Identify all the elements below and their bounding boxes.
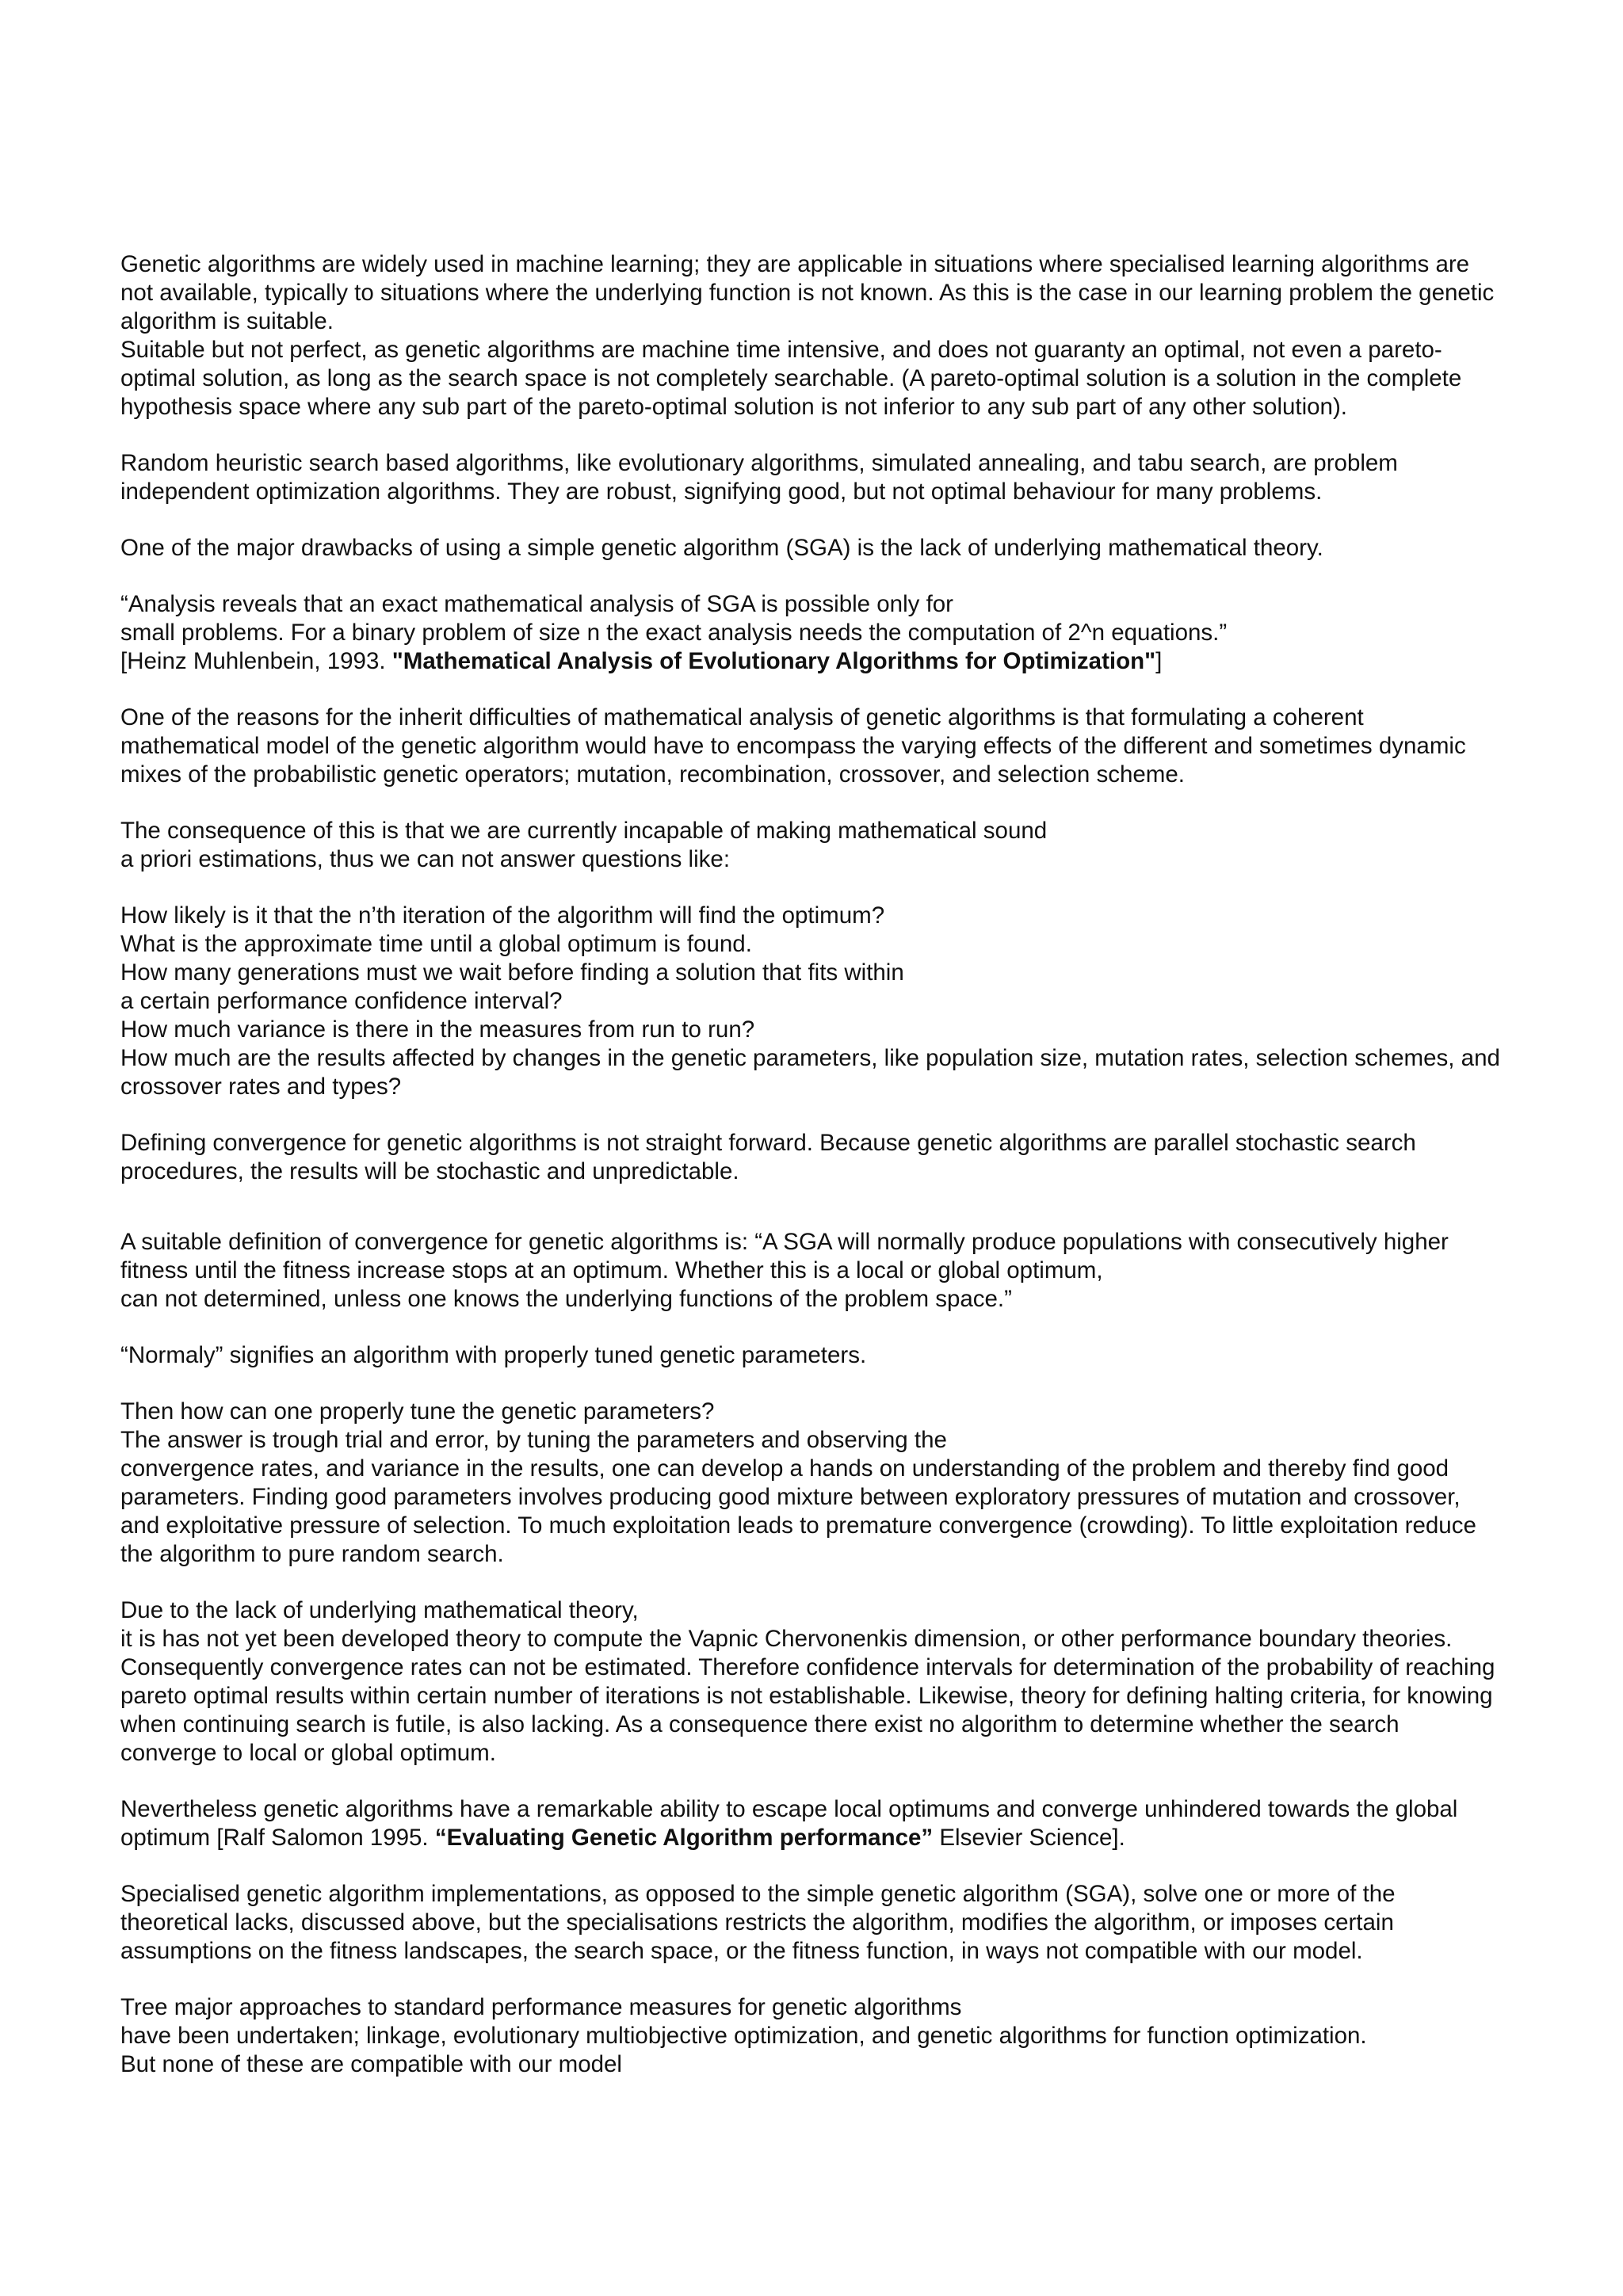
question-line: How likely is it that the n’th iteration of the algorithm will find the optimum? (120, 902, 885, 929)
citation-line (120, 647, 1587, 676)
text-line: mathematical model of the genetic algorithm would have to encompass the varying effects of the different and sometimes dynamic (120, 733, 1466, 759)
paragraph-16 (120, 1993, 1587, 2079)
question-line: crossover rates and types? (120, 1074, 402, 1100)
text-line: Specialised genetic algorithm implementations, as opposed to the simple genetic algorithm (SGA), solve one or more of the (120, 1881, 1396, 1907)
text-line: assumptions on the fitness landscapes, the search space, or the fitness function, in ways not compatible with our model. (120, 1938, 1363, 1964)
text-line: Tree major approaches to standard performance measures for genetic algorithms (120, 1994, 962, 2020)
paragraph-10 (120, 1228, 1587, 1314)
text-line: The answer is trough trial and error, by tuning the parameters and observing the (120, 1427, 947, 1453)
paragraph-4 (120, 534, 1587, 563)
quote-muhlenbein (120, 590, 1587, 676)
question-line: a certain performance confidence interval? (120, 988, 563, 1014)
text-line: “Analysis reveals that an exact mathematical analysis of SGA is possible only for (120, 591, 954, 617)
text-line: A suitable definition of convergence for genetic algorithms is: “A SGA will normally produce populations with consecutively higher (120, 1229, 1449, 1255)
text-line: a priori estimations, thus we can not answer questions like: (120, 846, 731, 872)
citation-prefix: optimum [Ralf Salomon 1995. (120, 1825, 435, 1851)
citation-suffix: ] (1155, 648, 1163, 674)
citation-line (120, 1824, 1587, 1852)
text-line: Random heuristic search based algorithms, like evolutionary algorithms, simulated annealing, and tabu search, are problem (120, 450, 1398, 476)
text-line: “Normaly” signifies an algorithm with properly tuned genetic parameters. (120, 1342, 867, 1368)
paragraph-7 (120, 817, 1587, 874)
text-line: independent optimization algorithms. They are robust, signifying good, but not optimal behaviour for many problems. (120, 479, 1323, 505)
text-line: theoretical lacks, discussed above, but the specialisations restricts the algorithm, modifies the algorithm, or imposes certain (120, 1909, 1394, 1936)
text-line: Defining convergence for genetic algorithms is not straight forward. Because genetic algorithms are parallel stochastic search (120, 1130, 1416, 1156)
citation-prefix: [Heinz Muhlenbein, 1993. (120, 648, 392, 674)
text-line: Consequently convergence rates can not be estimated. Therefore confidence intervals for determination of the probability of reaching (120, 1654, 1495, 1680)
question-line: How much variance is there in the measures from run to run? (120, 1016, 755, 1043)
paragraph-15 (120, 1880, 1587, 1966)
text-line: The consequence of this is that we are currently incapable of making mathematical sound (120, 818, 1048, 844)
paragraph-salomon (120, 1795, 1587, 1852)
text-line: parameters. Finding good parameters involves producing good mixture between exploratory pressures of mutation and crossover, (120, 1484, 1461, 1510)
paragraph-11 (120, 1341, 1587, 1370)
text-line: algorithm is suitable. (120, 308, 334, 334)
text-line: Genetic algorithms are widely used in machine learning; they are applicable in situations where specialised learning algorithms are (120, 251, 1470, 277)
text-line: Then how can one properly tune the genetic parameters? (120, 1398, 715, 1425)
text-line: not available, typically to situations where the underlying function is not known. As this is the case in our learning problem the genetic (120, 280, 1495, 306)
text-line: procedures, the results will be stochastic and unpredictable. (120, 1158, 739, 1184)
question-line: What is the approximate time until a global optimum is found. (120, 931, 752, 957)
text-line: Due to the lack of underlying mathematical theory, (120, 1597, 639, 1623)
text-line: converge to local or global optimum. (120, 1740, 496, 1766)
paragraph-12 (120, 1398, 1587, 1569)
citation-title: “Evaluating Genetic Algorithm performance” (434, 1825, 934, 1851)
text-line: the algorithm to pure random search. (120, 1541, 504, 1567)
paragraph-6 (120, 704, 1587, 789)
paragraph-13 (120, 1596, 1587, 1768)
text-line: fitness until the fitness increase stops at an optimum. Whether this is a local or global optimum, (120, 1257, 1103, 1283)
citation-suffix: Elsevier Science]. (933, 1825, 1125, 1851)
text-line: pareto optimal results within certain number of iterations is not establishable. Likewise, theory for defining halting criteria, for knowing (120, 1683, 1493, 1709)
citation-title: "Mathematical Analysis of Evolutionary Algorithms for Optimization" (391, 648, 1156, 674)
text-line: convergence rates, and variance in the results, one can develop a hands on understanding of the problem and thereby find good (120, 1455, 1449, 1482)
text-line: can not determined, unless one knows the underlying functions of the problem space.” (120, 1286, 1012, 1312)
question-line: How many generations must we wait before finding a solution that fits within (120, 959, 904, 986)
text-line: One of the reasons for the inherit difficulties of mathematical analysis of genetic algorithms is that formulating a coherent (120, 704, 1364, 730)
text-line: and exploitative pressure of selection. To much exploitation leads to premature convergence (crowding). To little exploitation reduce (120, 1512, 1476, 1539)
text-line: when continuing search is futile, is also lacking. As a consequence there exist no algorithm to determine whether the search (120, 1711, 1400, 1737)
text-line: hypothesis space where any sub part of the pareto-optimal solution is not inferior to any sub part of any other solution). (120, 394, 1347, 420)
paragraph-2 (120, 336, 1587, 421)
text-line: Suitable but not perfect, as genetic algorithms are machine time intensive, and does not guaranty an optimal, not even a pareto- (120, 337, 1442, 363)
text-line: mixes of the probabilistic genetic operators; mutation, recombination, crossover, and selection scheme. (120, 761, 1185, 788)
text-line: have been undertaken; linkage, evolutionary multiobjective optimization, and genetic algorithms for function optimization. (120, 2023, 1367, 2049)
text-line: Nevertheless genetic algorithms have a remarkable ability to escape local optimums and converge unhindered towards the global (120, 1796, 1458, 1822)
text-line: optimal solution, as long as the search space is not completely searchable. (A pareto-optimal solution is a solution in the complete (120, 365, 1462, 391)
paragraph-3 (120, 449, 1587, 506)
text-line: One of the major drawbacks of using a simple genetic algorithm (SGA) is the lack of underlying mathematical theory. (120, 535, 1323, 561)
paragraph-9 (120, 1129, 1587, 1186)
paragraph-1 (120, 250, 1587, 336)
document-body (120, 250, 1587, 2079)
text-line: it is has not yet been developed theory to compute the Vapnic Chervonenkis dimension, or other performance boundary theories. (120, 1626, 1453, 1652)
question-line: How much are the results affected by changes in the genetic parameters, like population size, mutation rates, selection schemes, and (120, 1045, 1500, 1071)
questions-list (120, 902, 1587, 1101)
text-line: But none of these are compatible with our model (120, 2051, 622, 2077)
text-line: small problems. For a binary problem of size n the exact analysis needs the computation of 2^n equations.” (120, 620, 1228, 646)
